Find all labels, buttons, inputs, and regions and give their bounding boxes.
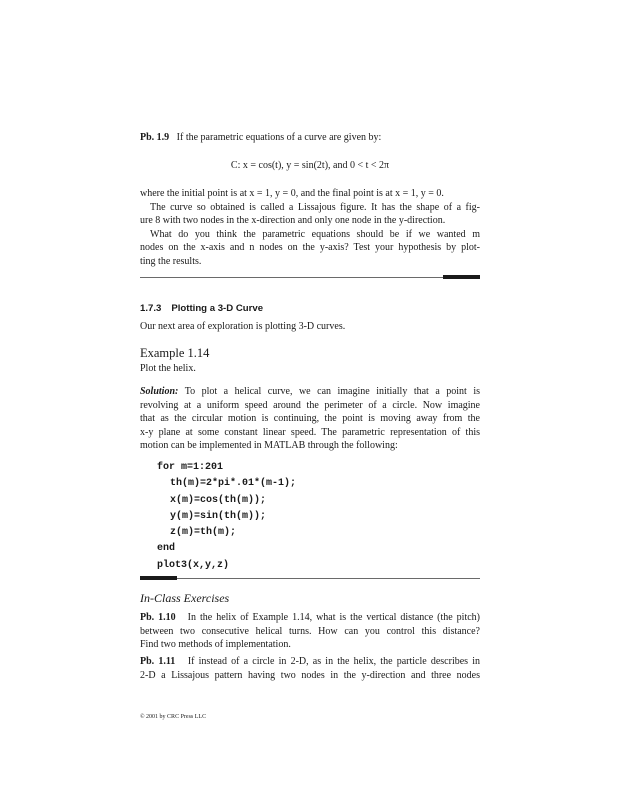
paragraph-line: Find two methods of implementation. [140,639,291,650]
paragraph-line: motion can be implemented in MATLAB through the following: [140,440,398,451]
problem-end-bar [443,275,480,279]
problem-label: Pb. 1.10 [140,612,176,623]
paragraph-line: nodes on the x-axis and n nodes on the y-axis? Test your hypothesis by plot- [140,242,480,253]
paragraph-line: Plot the helix. [140,363,196,374]
section-heading [140,303,263,315]
exercises-heading: In-Class Exercises [140,591,230,605]
section-intro [140,320,480,334]
example-end-bar [140,576,177,580]
copyright-footer: © 2001 by CRC Press LLC [140,714,207,720]
problem-1-10 [140,611,480,652]
problem-end-rule [140,277,480,278]
paragraph-line: The curve so obtained is called a Lissajous figure. It has the shape of a fig- [150,201,480,213]
example-end-rule [140,578,480,579]
code-line: plot3(x,y,z) [157,559,230,571]
code-line: y(m)=sin(th(m)); [170,510,267,522]
problem-1-9-intro [140,131,480,145]
code-line: z(m)=th(m); [170,527,237,539]
parametric-equation: C: x = cos(t), y = sin(2t), and 0 < t < 2π [230,160,390,171]
matlab-code-block [157,460,296,574]
paragraph-line: In the helix of Example 1.14, what is the vertical distance (the pitch) [187,612,481,623]
code-line: for m=1:201 [157,462,224,473]
paragraph-line: that as the circular motion is continuing, the point is moving away from the [140,413,480,424]
paragraph-line: Our next area of exploration is plotting 3-D curves. [140,321,346,332]
paragraph-line: x-y plane at some constant linear speed. The parametric representation of this [140,426,480,438]
paragraph-line: What do you think the parametric equations should be if we wanted m [150,228,480,240]
problem-label: Pb. 1.11 [140,656,176,667]
paragraph-line: ting the results. [140,255,202,267]
paragraph-line: where the initial point is at x = 1, y = 0, and the final point is at x = 1, y = 0. [140,188,444,199]
code-line: end [157,543,176,555]
problem-text: If the parametric equations of a curve are given by: [176,132,382,143]
section-number: 1.7.3 [140,303,162,314]
problem-1-11 [140,655,480,682]
example-heading: Example 1.14 [140,346,210,360]
paragraph-line: 2-D a Lissajous pattern having two nodes in the y-direction and three nodes [140,669,480,681]
solution-label: Solution: [140,386,179,397]
code-line: x(m)=cos(th(m)); [170,494,267,506]
problem-label: Pb. 1.9 [140,132,170,143]
paragraph-line: ure 8 with two nodes in the x-direction and only one node in the y-direction. [140,215,446,226]
paragraph-line: between two consecutive helical turns. How can you control this distance? [140,625,480,637]
example-task [140,362,480,376]
example-solution [140,385,480,453]
paragraph-line: revolving at a uniform speed around the perimeter of a circle. Now imagine [140,399,480,411]
code-line: th(m)=2*pi*.01*(m-1); [170,478,297,490]
problem-1-9-body [140,187,480,268]
paragraph-line: To plot a helical curve, we can imagine initially that a point is [184,386,480,397]
section-title: Plotting a 3-D Curve [171,303,264,314]
paragraph-line: If instead of a circle in 2-D, as in the helix, the particle describes in [187,656,480,667]
